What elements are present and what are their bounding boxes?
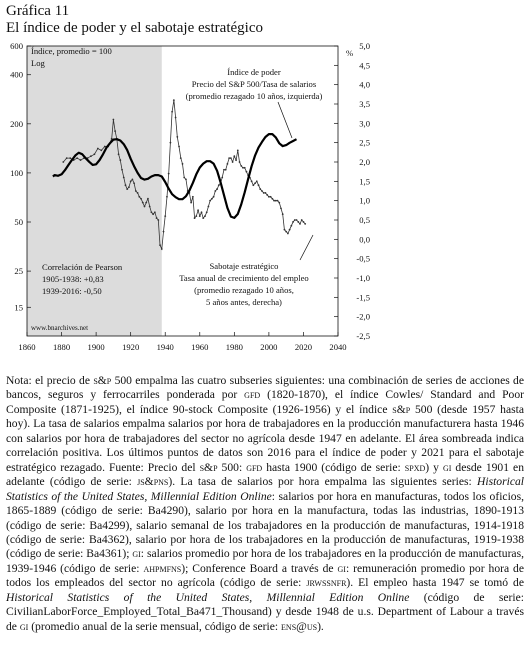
sabotage-point (125, 184, 127, 186)
note-text: ). El empleo hasta 1947 se tomó de (346, 576, 524, 590)
right-tick-label: -2,5 (356, 331, 370, 341)
sabotage-point (112, 119, 114, 121)
sabotage-point (258, 184, 260, 186)
sabotage-point (225, 169, 227, 171)
top-left-label-1: Índice, promedio = 100 (31, 46, 112, 56)
sabotage-point (221, 177, 223, 179)
sabotage-point (230, 157, 232, 159)
x-tick-label: 1940 (156, 342, 174, 352)
sabotage-point (208, 206, 210, 208)
note-abbrev: s&p (199, 460, 218, 474)
sabotage-point (180, 157, 182, 159)
sabotage-point (157, 219, 159, 221)
sabotage-point (97, 148, 99, 150)
pearson-title: Correlación de Pearson (42, 262, 123, 272)
sabotage-point (199, 215, 201, 217)
sabotage-point (284, 229, 286, 231)
sabotage-point (233, 155, 235, 157)
sabotage-point (227, 163, 229, 165)
note-text: 500: (217, 460, 247, 474)
sabotage-label-3: (promedio rezagado 10 años, (194, 285, 294, 295)
sabotage-label-leader (300, 235, 313, 260)
sabotage-point (76, 157, 78, 159)
x-tick-label: 1920 (122, 342, 140, 352)
sabotage-point (119, 159, 121, 161)
sabotage-label-1: Sabotaje estratégico (209, 261, 279, 271)
right-tick-label: 3,0 (359, 118, 370, 129)
sabotage-point (285, 231, 287, 233)
right-tick-label: -1,5 (356, 292, 370, 303)
sabotage-point (149, 206, 151, 208)
sabotage-point (303, 221, 305, 223)
right-tick-label: 1,0 (359, 195, 370, 206)
pearson-1: 1905-1938: +0,83 (42, 274, 104, 284)
note-text: ); Conference Board a través de (181, 561, 338, 575)
sabotage-point (278, 202, 280, 204)
note-text: hasta 1900 (código de serie: (262, 460, 405, 474)
sabotage-point (100, 150, 102, 152)
sabotage-point (209, 200, 211, 202)
sabotage-point (218, 184, 220, 186)
sabotage-point (273, 200, 275, 202)
sabotage-point (152, 213, 154, 215)
sabotage-point (265, 192, 267, 194)
sabotage-point (154, 211, 156, 213)
power-label-3: (promedio rezagado 10 años, izquierda) (185, 91, 323, 101)
right-tick-label: 1,5 (359, 176, 370, 187)
sabotage-point (251, 180, 253, 182)
right-tick-label: 0,5 (359, 215, 370, 225)
sabotage-point (239, 161, 241, 163)
sabotage-point (173, 99, 175, 101)
note-abbrev: s&p (392, 402, 411, 416)
sabotage-point (176, 136, 178, 138)
sabotage-point (178, 146, 180, 148)
note-text: ) y (425, 460, 443, 474)
sabotage-point (69, 157, 71, 159)
note-text: ). (317, 619, 324, 633)
left-tick-label: 600 (10, 41, 23, 51)
sabotage-point (270, 196, 272, 198)
power-label-leader (278, 102, 292, 138)
power-label-1: Índice de poder (227, 67, 281, 77)
sabotage-label-4: 5 años antes, derecha) (206, 297, 282, 307)
note-text: (promedio anual de la serie mensual, código de serie: (28, 619, 282, 633)
sabotage-point (131, 179, 133, 181)
right-tick-label: -1,0 (356, 273, 370, 283)
x-tick-label: 1980 (225, 342, 243, 352)
sabotage-point (277, 200, 279, 202)
sabotage-point (192, 196, 194, 198)
sabotage-point (204, 215, 206, 217)
sabotage-point (263, 192, 265, 194)
sabotage-point (175, 117, 177, 119)
sabotage-point (185, 179, 187, 181)
note-text: 500 empalma las cuatro subseries siguientes: una combinación de series de acciones de bancos, seguros y ferrocarriles ponderada por (6, 374, 524, 402)
note-text: : remuneración promedio por hora de todos los empleados del sector no agrícola (código de serie: (6, 561, 524, 590)
note-abbrev: ens@us (281, 619, 318, 633)
sabotage-point (252, 184, 254, 186)
sabotage-point (242, 167, 244, 169)
right-tick-label: 2,5 (359, 137, 370, 148)
note-text: : salarios promedio por hora de los trabajadores en la producción de manufacturas, 1939-1946 (código de serie: (6, 547, 524, 575)
sabotage-point (292, 221, 294, 223)
sabotage-point (211, 198, 213, 200)
sabotage-point (290, 225, 292, 227)
note-abbrev: gfd (244, 388, 261, 402)
x-tick-label: 1900 (87, 342, 105, 352)
sabotage-point (282, 213, 284, 215)
right-tick-label: -0,5 (356, 253, 370, 264)
note-abbrev: spxd (404, 460, 426, 474)
sabotage-point (66, 157, 68, 159)
chart-note (6, 374, 524, 634)
note-abbrev: gi (442, 460, 452, 474)
sabotage-point (151, 211, 153, 213)
sabotage-point (135, 190, 137, 192)
note-abbrev: ahpmfns (143, 561, 182, 575)
sabotage-point (195, 215, 197, 217)
sabotage-point (244, 167, 246, 169)
left-tick-label: 200 (10, 118, 23, 129)
sabotage-point (133, 182, 135, 184)
sabotage-point (168, 173, 170, 175)
sabotage-point (159, 244, 161, 246)
x-tick-label: 1960 (191, 342, 209, 352)
figure-title: El índice de poder y el sabotaje estratégico (6, 20, 263, 36)
sabotage-point (138, 196, 140, 198)
right-tick-label: -2,0 (356, 311, 370, 322)
sabotage-point (118, 153, 120, 155)
left-tick-label: 15 (14, 302, 23, 313)
sabotage-point (164, 215, 166, 217)
sabotage-point (214, 190, 216, 192)
sabotage-point (128, 186, 130, 188)
sabotage-point (93, 153, 95, 155)
power-label-2: Precio del S&P 500/Tasa de salarios (191, 79, 317, 89)
sabotage-point (232, 161, 234, 163)
sabotage-point (206, 211, 208, 213)
sabotage-point (190, 202, 192, 204)
sabotage-point (80, 159, 82, 161)
chart (0, 38, 528, 368)
left-tick-label: 50 (14, 217, 23, 228)
sabotage-point (121, 169, 123, 171)
sabotage-point (216, 188, 218, 190)
sabotage-point (202, 217, 204, 219)
sabotage-point (223, 169, 225, 171)
sabotage-point (297, 221, 299, 223)
note-text: desde 1901 en adelante (código de serie: (6, 460, 524, 489)
note-text: 500 (desde 1957 hasta hoy). La tasa de salarios empalma salarios por hora de trabajadores en la producción manufacturera hasta 1946 con salarios por hora de trabajadores del sector no agrícola desde 1947 en adelante. El área sombreada indica correlación positiva. Los últimos puntos de datos son 2016 para el índice de poder y 2021 para el sabotaje estratégico rezagado. Fuente: Precio del (6, 402, 524, 474)
sabotage-point (296, 219, 298, 221)
sabotage-point (237, 150, 239, 152)
sabotage-point (62, 161, 64, 163)
sabotage-point (259, 188, 261, 190)
sabotage-point (301, 219, 303, 221)
sabotage-point (137, 192, 139, 194)
sabotage-point (240, 165, 242, 167)
sabotage-point (246, 171, 248, 173)
right-tick-label: 4,0 (359, 79, 370, 90)
sabotage-point (235, 159, 237, 161)
note-abbrev: s&p (93, 374, 112, 387)
sabotage-point (182, 163, 184, 165)
sabotage-point (183, 177, 185, 179)
x-tick-label: 2020 (294, 342, 313, 352)
sabotage-point (271, 198, 273, 200)
sabotage-point (145, 202, 147, 204)
note-abbrev: gi (337, 561, 346, 575)
sabotage-point (147, 198, 149, 200)
right-tick-label: 0,0 (359, 234, 370, 245)
sabotage-point (256, 180, 258, 182)
left-tick-label: 100 (10, 167, 23, 178)
sabotage-point (280, 208, 282, 210)
sabotage-point (142, 202, 144, 204)
sabotage-point (294, 219, 296, 221)
note-abbrev: gi (19, 619, 29, 633)
sabotage-point (114, 130, 116, 132)
sabotage-point (126, 188, 128, 190)
x-tick-label: 1880 (52, 342, 71, 352)
right-axis-unit: % (346, 48, 354, 58)
note-text: ). La tasa de salarios por hora empalma las siguientes series: (168, 475, 477, 489)
right-tick-label: 2,0 (359, 157, 370, 167)
sabotage-point (299, 223, 301, 225)
x-tick-label: 2000 (260, 342, 278, 352)
sabotage-label-2: Tasa anual de crecimiento del empleo (179, 273, 309, 283)
sabotage-point (104, 146, 106, 148)
note-source-title: Historical Statistics of the United States, Millennial Edition Online (6, 475, 524, 503)
sabotage-point (163, 231, 165, 233)
sabotage-point (123, 177, 125, 179)
pearson-2: 1939-2016: -0,50 (42, 286, 102, 296)
sabotage-point (268, 196, 270, 198)
sabotage-point (166, 196, 168, 198)
sabotage-point (266, 194, 268, 196)
sabotage-point (130, 180, 132, 182)
note-abbrev: jrwssnfr (306, 576, 347, 590)
sabotage-point (156, 217, 158, 219)
note-text: (1820-1870), el índice Cowles/ Standard and Poor Composite (1871-1925), el índice 90-stock Composite (1926-1956) y el índice (6, 388, 524, 416)
note-source-title: Historical Statistics of the United States, Millennial Edition Online (6, 590, 410, 604)
sabotage-point (161, 248, 163, 250)
right-tick-label: 5,0 (359, 41, 370, 51)
sabotage-point (254, 182, 256, 184)
sabotage-point (170, 142, 172, 144)
source-mark: www.bnarchives.net (31, 324, 89, 332)
note-text: Nota: el precio de (6, 374, 94, 387)
note-abbrev: js&pns (137, 475, 169, 489)
note-text: : salarios por hora en manufacturas, todos los oficios, 1865-1889 (código de serie: Ba4290), salario por hora en la manufactura, todas las industrias, 1890-1913 (código de serie: Ba4299), salario semanal de los trabajadores en la producción de manufacturas, 1914-1918 (código de serie: Ba4362), salario por hora de los trabajadores en la producción de manufacturas, 1919-1938 (código de serie: Ba4361); (6, 489, 524, 561)
sabotage-point (287, 233, 289, 235)
right-tick-label: 4,5 (359, 60, 370, 71)
left-tick-label: 400 (10, 69, 23, 80)
sabotage-point (194, 217, 196, 219)
sabotage-point (275, 200, 277, 202)
note-abbrev: gfd (246, 460, 263, 474)
left-tick-label: 25 (14, 266, 23, 277)
sabotage-point (304, 223, 306, 225)
sabotage-point (261, 190, 263, 192)
sabotage-point (289, 229, 291, 231)
sabotage-point (144, 206, 146, 208)
sabotage-point (171, 111, 173, 113)
sabotage-point (201, 211, 203, 213)
sabotage-point (90, 155, 92, 157)
sabotage-point (213, 196, 215, 198)
sabotage-point (228, 157, 230, 159)
x-tick-label: 1860 (18, 342, 36, 352)
right-tick-label: 3,5 (359, 99, 370, 109)
x-tick-label: 2040 (329, 342, 347, 352)
top-left-label-2: Log (31, 58, 45, 68)
sabotage-point (197, 209, 199, 211)
note-text: (código de serie: CivilianLaborForce_Employed_Total_Ba471_Thousand) y desde 1948 de u.s. Department of Labour a través de (6, 590, 524, 633)
note-abbrev: gi (132, 547, 141, 561)
figure-number: Gráfica 11 (6, 3, 70, 19)
sabotage-point (140, 198, 142, 200)
